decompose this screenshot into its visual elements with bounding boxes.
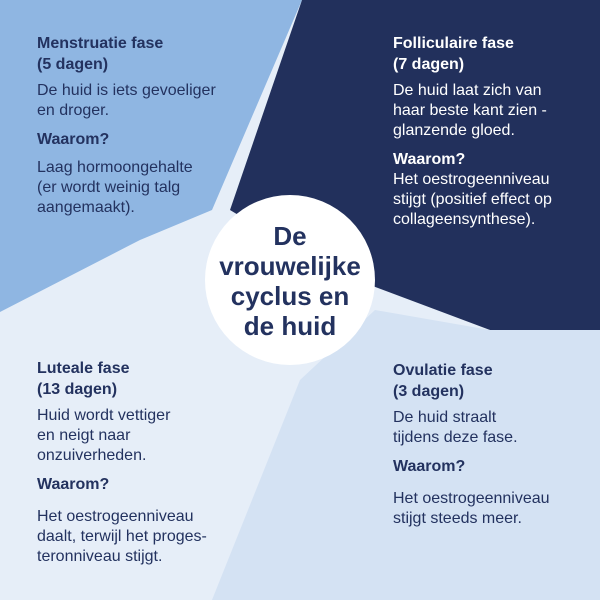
- menstrual-phase-title: Menstruatie fase (5 dagen): [37, 35, 164, 73]
- follicular-phase-title: Folliculaire fase (7 dagen): [393, 35, 514, 73]
- luteal-why-label: Waarom?: [37, 476, 110, 493]
- menstrual-phase-block: [37, 33, 247, 218]
- ovulation-phase-block: [393, 360, 583, 529]
- menstrual-why-label: Waarom?: [37, 131, 110, 148]
- menstrual-why-text: Laag hormoongehalte (er wordt weinig talg aangemaakt).: [37, 159, 193, 216]
- menstrual-phase-description: De huid is iets gevoeliger en droger.: [37, 82, 216, 119]
- follicular-why-label: Waarom?: [393, 151, 466, 168]
- ovulation-why-text: Het oestrogeenniveau stijgt steeds meer.: [393, 490, 550, 527]
- ovulation-why-label: Waarom?: [393, 458, 466, 475]
- follicular-why-text: Het oestrogeenniveau stijgt (positief effect op collageensynthese).: [393, 171, 552, 228]
- follicular-phase-description: De huid laat zich van haar beste kant zien - glanzende gloed.: [393, 82, 547, 139]
- luteal-phase-title: Luteale fase (13 dagen): [37, 360, 130, 398]
- luteal-phase-block: [37, 358, 257, 567]
- luteal-phase-description: Huid wordt vettiger en neigt naar onzuiverheden.: [37, 407, 171, 464]
- ovulation-phase-title: Ovulatie fase (3 dagen): [393, 362, 493, 400]
- center-circle: [205, 195, 375, 365]
- center-title: De vrouwelijke cyclus en de huid: [219, 221, 361, 341]
- ovulation-phase-description: De huid straalt tijdens deze fase.: [393, 409, 518, 446]
- luteal-why-text: Het oestrogeenniveau daalt, terwijl het proges- teronniveau stijgt.: [37, 508, 207, 565]
- follicular-phase-block: [393, 33, 583, 230]
